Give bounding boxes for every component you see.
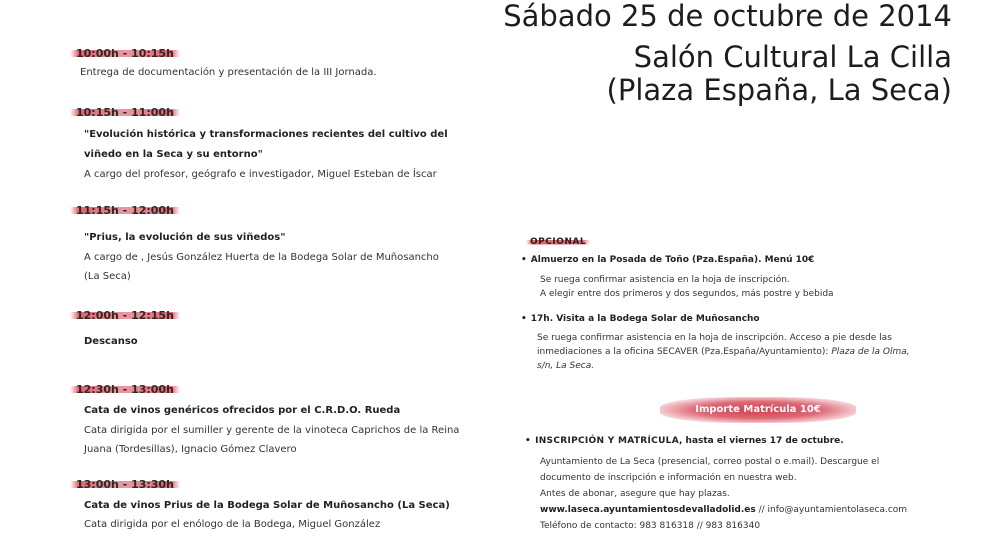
schedule-title-2b: viñedo en la Seca y su entorno" — [84, 149, 263, 160]
schedule-time-5: 12:30h - 13:00h — [70, 378, 180, 398]
schedule-title-2a: "Evolución histórica y transformaciones recientes del cultivo del — [84, 129, 448, 140]
registration-line-2: documento de inscripción e información en nuestra web. — [540, 473, 797, 483]
event-place: (Plaza España, La Seca) — [606, 73, 952, 107]
optional-lunch-note-1: Se ruega confirmar asistencia en la hoja de inscripción. — [540, 275, 790, 285]
optional-label: OPCIONAL — [526, 229, 590, 248]
registration-phone: Teléfono de contacto: 983 816318 // 983 816340 — [540, 521, 761, 531]
optional-visit-note-1: Se ruega confirmar asistencia en la hoja de inscripción. Acceso a pie desde las — [537, 333, 892, 343]
registration-title: • INSCRIPCIÓN Y MATRÍCULA, hasta el viernes 17 de octubre. — [525, 436, 844, 446]
schedule-desc-6: Cata dirigida por el enólogo de la Bodega, Miguel González — [84, 519, 381, 530]
event-venue: Salón Cultural La Cilla — [633, 40, 952, 74]
schedule-desc-3a: A cargo de , Jesús González Huerta de la Bodega Solar de Muñosancho — [84, 252, 439, 263]
optional-item-lunch: • Almuerzo en la Posada de Toño (Pza.España). Menú 10€ — [521, 255, 814, 265]
optional-item-visit: • 17h. Visita a la Bodega Solar de Muñosancho — [521, 314, 760, 324]
registration-email[interactable]: // info@ayuntamientolaseca.com — [755, 505, 908, 515]
schedule-title-6: Cata de vinos Prius de la Bodega Solar de Muñosancho (La Seca) — [84, 500, 450, 511]
schedule-time-1: 10:00h - 10:15h — [70, 42, 180, 62]
registration-contact — [540, 505, 907, 515]
schedule-title-3: "Prius, la evolución de sus viñedos" — [84, 232, 286, 243]
schedule-desc-5a: Cata dirigida por el sumiller y gerente de la vinoteca Caprichos de la Reina — [84, 425, 460, 436]
schedule-desc-3b: (La Seca) — [84, 271, 131, 282]
registration-line-3: Antes de abonar, asegure que hay plazas. — [540, 489, 730, 499]
schedule-time-2: 10:15h - 11:00h — [70, 101, 180, 121]
schedule-desc-5b: Juana (Tordesillas), Ignacio Gómez Clavero — [84, 444, 297, 455]
schedule-time-4: 12:00h - 12:15h — [70, 304, 180, 324]
registration-web-link[interactable]: www.laseca.ayuntamientosdevalladolid.es — [540, 505, 756, 515]
event-date: Sábado 25 de octubre de 2014 — [503, 0, 952, 33]
schedule-time-6: 13:00h - 13:30h — [70, 473, 180, 493]
registration-line-1: Ayuntamiento de La Seca (presencial, correo postal o e.mail). Descargue el — [540, 457, 880, 467]
schedule-desc-1: Entrega de documentación y presentación de la III Jornada. — [80, 67, 377, 78]
optional-lunch-note-2: A elegir entre dos primeros y dos segundos, más postre y bebida — [540, 289, 834, 299]
schedule-desc-2: A cargo del profesor, geógrafo e investigador, Miguel Esteban de Íscar — [84, 169, 437, 180]
schedule-time-3: 11:15h - 12:00h — [70, 199, 180, 219]
optional-visit-note-3: s/n, La Seca. — [537, 361, 595, 371]
optional-visit-note-2: inmediaciones a la oficina SECAVER (Pza.España/Ayuntamiento): Plaza de la Olma, — [537, 347, 910, 357]
schedule-title-4: Descanso — [84, 336, 138, 347]
schedule-title-5: Cata de vinos genéricos ofrecidos por el C.R.D.O. Rueda — [84, 405, 401, 416]
importe-matricula-badge: Importe Matrícula 10€ — [660, 397, 856, 423]
